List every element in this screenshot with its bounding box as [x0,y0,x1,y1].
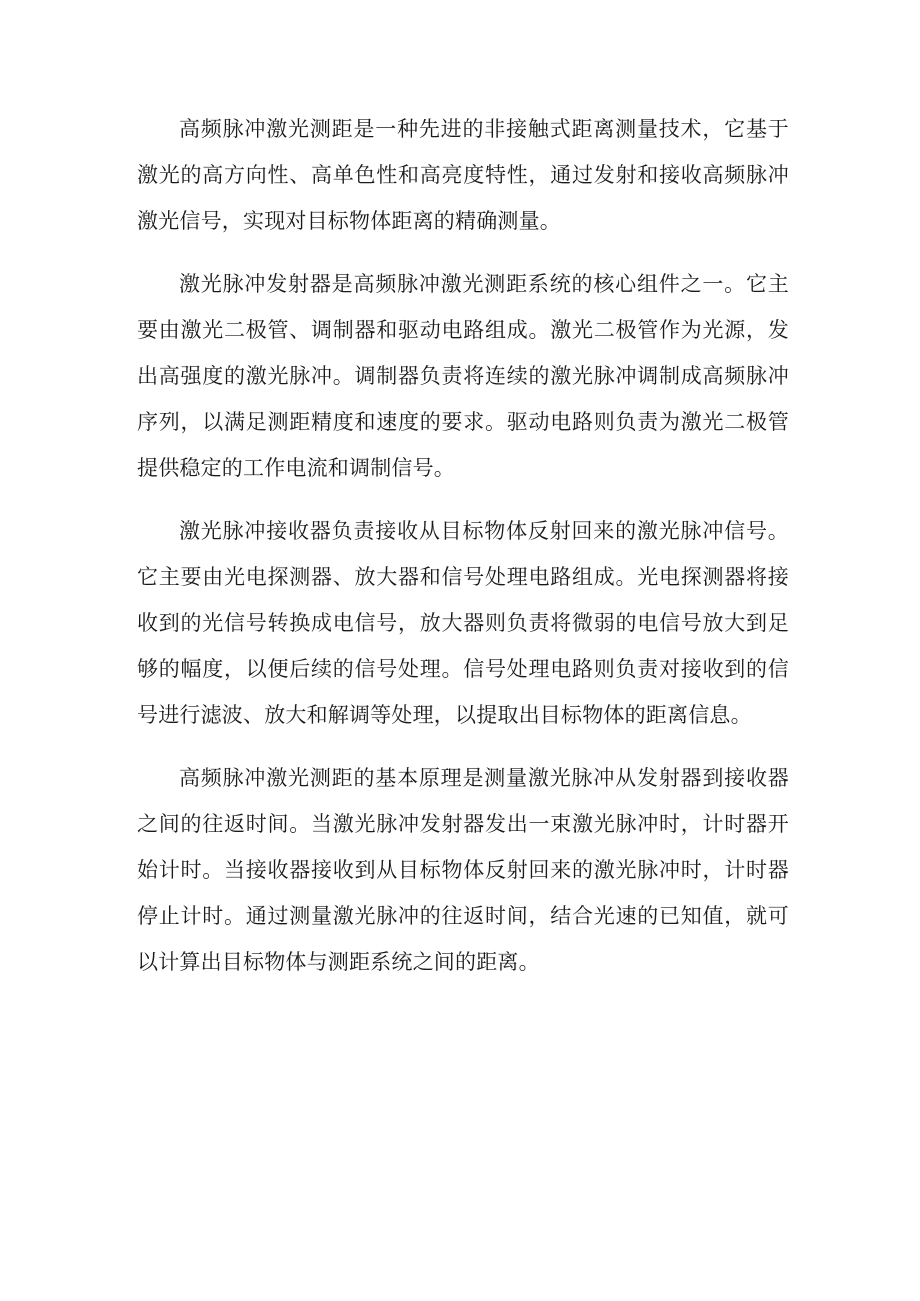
paragraph-emitter: 激光脉冲发射器是高频脉冲激光测距系统的核心组件之一。它主要由激光二极管、调制器和驱动电路组成。激光二极管作为光源，发出高强度的激光脉冲。调制器负责将连续的激光脉冲调制成高频脉冲序列，以满足测距精度和速度的要求。驱动电路则负责为激光二极管提供稳定的工作电流和调制信号。 [137,272,789,480]
document-body [137,106,789,1002]
paragraph-receiver: 激光脉冲接收器负责接收从目标物体反射回来的激光脉冲信号。它主要由光电探测器、放大器和信号处理电路组成。光电探测器将接收到的光信号转换成电信号，放大器则负责将微弱的电信号放大到足够的幅度，以便后续的信号处理。信号处理电路则负责对接收到的信号进行滤波、放大和解调等处理，以提取出目标物体的距离信息。 [137,519,789,727]
paragraph-intro: 高频脉冲激光测距是一种先进的非接触式距离测量技术，它基于激光的高方向性、高单色性和高亮度特性，通过发射和接收高频脉冲激光信号，实现对目标物体距离的精确测量。 [137,117,789,233]
paragraph-principle: 高频脉冲激光测距的基本原理是测量激光脉冲从发射器到接收器之间的往返时间。当激光脉冲发射器发出一束激光脉冲时，计时器开始计时。当接收器接收到从目标物体反射回来的激光脉冲时，计时器停止计时。通过测量激光脉冲的往返时间，结合光速的已知值，就可以计算出目标物体与测距系统之间的距离。 [137,766,789,974]
